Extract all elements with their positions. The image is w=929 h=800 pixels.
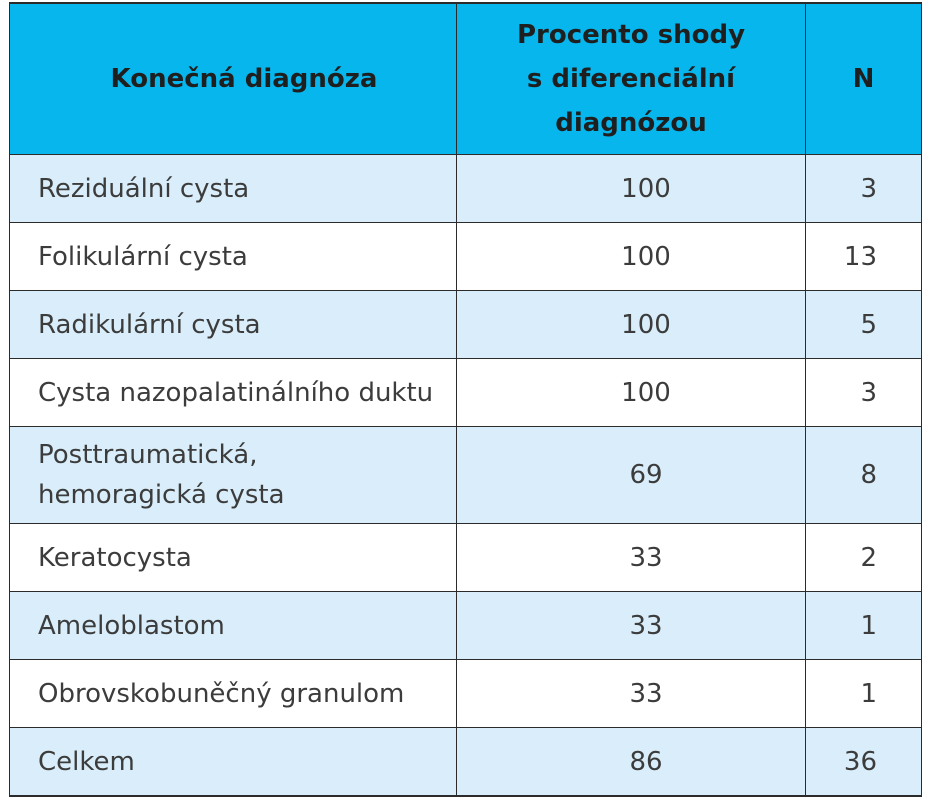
- table-header: [10, 3, 922, 155]
- cell-percent: 100: [457, 291, 806, 359]
- cell-diagnosis: Reziduální cysta: [10, 155, 457, 223]
- cell-count: 2: [806, 524, 922, 592]
- cell-count: 1: [806, 592, 922, 660]
- table-row: [10, 291, 922, 359]
- table-row: [10, 155, 922, 223]
- cell-diagnosis-text: Posttraumatická, hemoragická cysta: [38, 440, 285, 510]
- cell-count: 36: [806, 728, 922, 797]
- cell-count: 13: [806, 223, 922, 291]
- table-row: [10, 660, 922, 728]
- table-row: [10, 427, 922, 524]
- cell-percent: 86: [457, 728, 806, 797]
- cell-count: 3: [806, 155, 922, 223]
- cell-diagnosis: Ameloblastom: [10, 592, 457, 660]
- cell-diagnosis: Folikulární cysta: [10, 223, 457, 291]
- header-agreement-percent: [457, 3, 806, 155]
- cell-count: 5: [806, 291, 922, 359]
- table-row: [10, 359, 922, 427]
- table-row: [10, 524, 922, 592]
- cell-percent: 69: [457, 427, 806, 524]
- diagnosis-agreement-table: [9, 2, 922, 797]
- cell-percent: 33: [457, 592, 806, 660]
- cell-percent: 100: [457, 359, 806, 427]
- cell-count: 8: [806, 427, 922, 524]
- table-row: [10, 223, 922, 291]
- cell-diagnosis: [10, 427, 457, 524]
- cell-diagnosis: Keratocysta: [10, 524, 457, 592]
- header-row: [10, 3, 922, 155]
- table-row: [10, 592, 922, 660]
- header-final-diagnosis: Konečná diagnóza: [10, 3, 457, 155]
- table-row-total: [10, 728, 922, 797]
- cell-percent: 100: [457, 223, 806, 291]
- cell-diagnosis: Radikulární cysta: [10, 291, 457, 359]
- cell-count: 1: [806, 660, 922, 728]
- cell-diagnosis: Celkem: [10, 728, 457, 797]
- header-agreement-percent-text: Procento shody s diferenciální diagnózou: [516, 20, 746, 138]
- cell-diagnosis: Cysta nazopalatinálního duktu: [10, 359, 457, 427]
- cell-percent: 33: [457, 524, 806, 592]
- cell-count: 3: [806, 359, 922, 427]
- cell-percent: 33: [457, 660, 806, 728]
- cell-percent: 100: [457, 155, 806, 223]
- header-count: N: [806, 3, 922, 155]
- cell-diagnosis: Obrovskobuněčný granulom: [10, 660, 457, 728]
- table-body: [10, 155, 922, 797]
